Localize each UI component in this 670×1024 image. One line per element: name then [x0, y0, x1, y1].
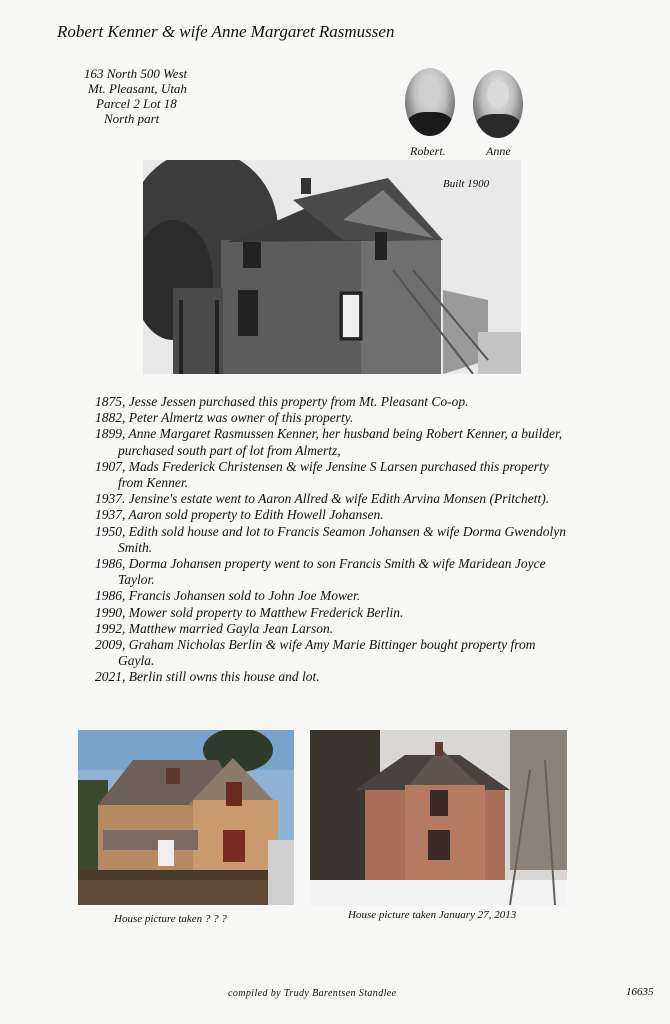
- history-entry: 1937. Jensine's estate went to Aaron Allred & wife Edith Arvina Monsen (Pritchett).: [95, 491, 550, 507]
- history-entry: 1899, Anne Margaret Rasmussen Kenner, her husband being Robert Kenner, a builder, purchased south part of lot from Almertz,: [95, 426, 563, 458]
- robert-portrait: [405, 68, 455, 136]
- address-block: [84, 66, 187, 126]
- history-entry: 1986, Francis Johansen sold to John Joe Mower.: [95, 588, 361, 604]
- main-house-photo: [143, 160, 521, 374]
- history-entry: 1875, Jesse Jessen purchased this property from Mt. Pleasant Co-op.: [95, 394, 469, 409]
- page-number: 16635: [626, 986, 654, 998]
- anne-label: Anne: [486, 144, 511, 158]
- history-entry: 1937, Aaron sold property to Edith Howell Johansen.: [95, 507, 384, 523]
- address-line-4: North part: [104, 111, 160, 126]
- compiled-by-credit: compiled by Trudy Barentsen Standlee: [228, 988, 397, 999]
- address-line-1: 163 North 500 West: [84, 66, 188, 81]
- history-entry: 1882, Peter Almertz was owner of this property.: [95, 410, 354, 426]
- history-entry: 2021, Berlin still owns this house and lot.: [95, 669, 320, 685]
- history-entry: 1990, Mower sold property to Matthew Frederick Berlin.: [95, 604, 404, 620]
- history-entry: 2009, Graham Nicholas Berlin & wife Amy Marie Bittinger bought property from Gayla.: [95, 637, 536, 669]
- robert-label: Robert.: [410, 144, 446, 158]
- left-photo-caption: House picture taken ? ? ?: [114, 913, 227, 925]
- history-entry: 1992, Matthew married Gayla Jean Larson.: [95, 620, 334, 636]
- anne-portrait: [473, 70, 523, 138]
- property-history: [95, 394, 575, 686]
- right-photo-caption: House picture taken January 27, 2013: [348, 909, 517, 921]
- history-entry: 1986, Dorma Johansen property went to son Francis Smith & wife Maridean Joyce Taylor.: [95, 556, 546, 588]
- built-caption: Built 1900: [443, 178, 490, 190]
- address-line-3: Parcel 2 Lot 18: [96, 96, 177, 111]
- history-entry: 1950, Edith sold house and lot to Francis Seamon Johansen & wife Dorma Gwendolyn Smith.: [95, 523, 566, 555]
- address-line-2: Mt. Pleasant, Utah: [88, 81, 187, 96]
- house-photo-2013: [310, 730, 567, 905]
- house-photo-unknown-date: [78, 730, 294, 905]
- history-entry: 1907, Mads Frederick Christensen & wife Jensine S Larsen purchased this property from Kenner.: [95, 458, 549, 491]
- page-title: Robert Kenner & wife Anne Margaret Rasmussen: [57, 22, 395, 41]
